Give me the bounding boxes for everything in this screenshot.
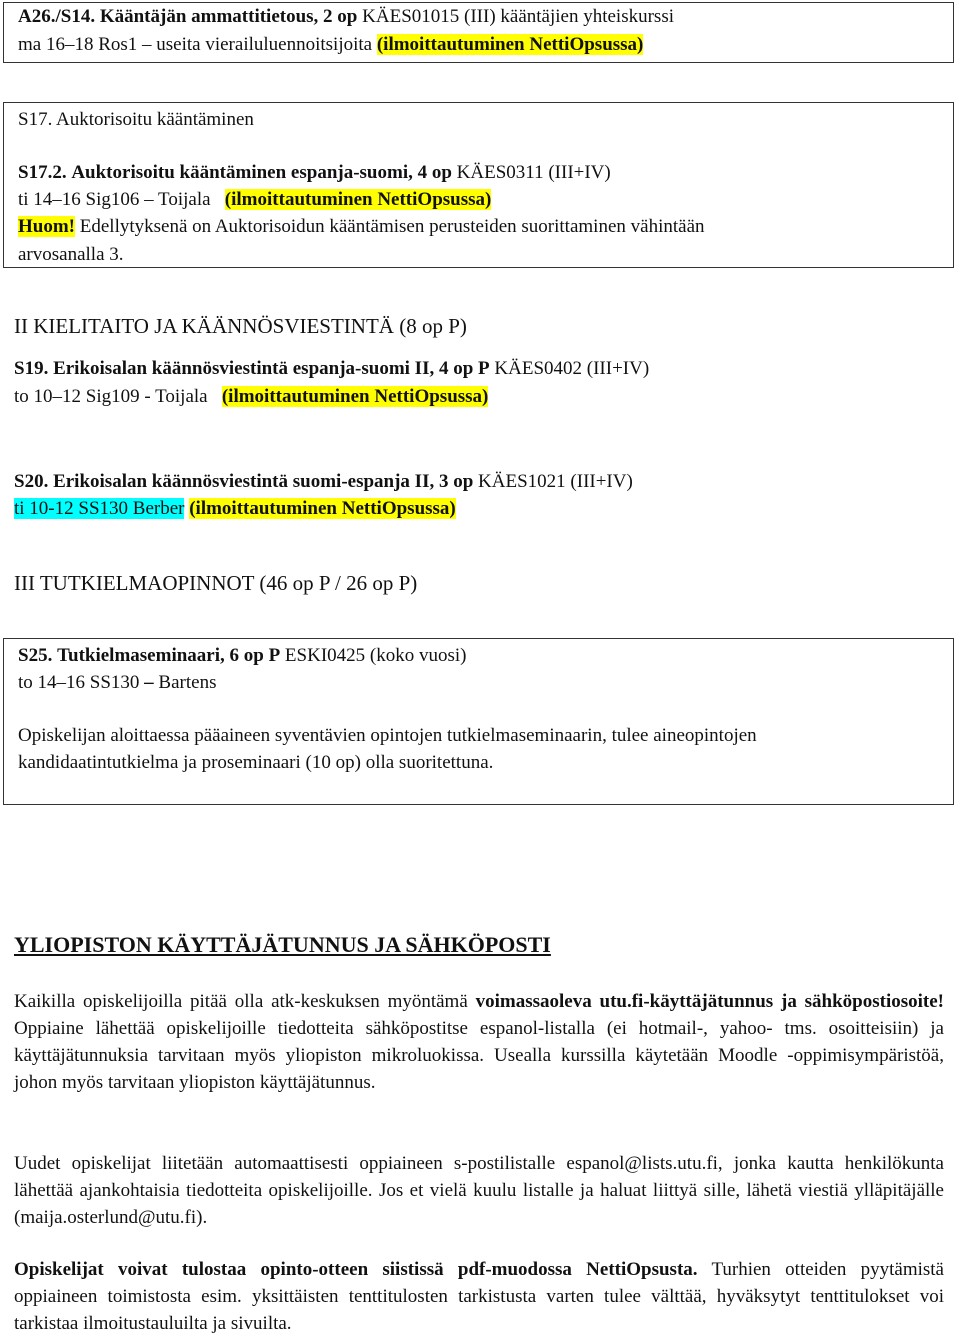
s17-sub-title-line <box>18 162 611 184</box>
s17-note-text: Edellytyksenä on Auktorisoidun kääntämisen perusteiden suorittaminen vähintään <box>79 216 705 237</box>
course-box-s25 <box>3 638 954 805</box>
course-box-a26 <box>3 2 954 63</box>
s19-title: Erikoisalan käännösviestintä espanja-suomi II, 4 op P <box>53 358 490 379</box>
a26-title: Kääntäjän ammattitietous, 2 op <box>99 6 358 27</box>
account-p3-emphasis: Opiskelijat voivat tulostaa opinto-otteen siistissä pdf-muodossa NettiOpsusta. <box>14 1259 698 1280</box>
s25-schedule-dash: – <box>144 672 154 693</box>
s25-teacher: Bartens <box>158 672 217 693</box>
s20-code: S20. <box>14 471 49 492</box>
account-p1-rest: Oppiaine lähettää opiskelijoille tiedotteita sähköpostitse espanol-listalla (ei hotmail-, yahoo- tms. osoitteisiin) ja käyttäjätunnuksia tarvitaan myös yliopiston mikroluokissa. Usealla kurssilla käytetään Moodle -oppimisympäristöä, johon myös tarvitaan yliopiston käyttäjätunnus. <box>14 1018 944 1093</box>
s20-title-line <box>14 471 633 493</box>
s19-registration: (ilmoittautuminen NettiOpsussa) <box>221 386 489 407</box>
s25-description-line1: Opiskelijan aloittaessa pääaineen syventävien opintojen tutkielmaseminaarin, tulee aineopintojen <box>18 725 757 746</box>
s20-schedule: ti 10-12 SS130 Berber <box>14 498 185 519</box>
section-heading-kielitaito: II KIELITAITO JA KÄÄNNÖSVIESTINTÄ (8 op P) <box>14 314 467 338</box>
a26-title-line <box>18 6 674 28</box>
s17-note-line2: arvosanalla 3. <box>18 244 124 265</box>
s25-title: Tutkielmaseminaari, 6 op P <box>57 645 281 666</box>
s25-course: ESKI0425 (koko vuosi) <box>284 645 467 666</box>
s19-course: KÄES0402 (III+IV) <box>494 358 650 379</box>
s19-code: S19. <box>14 358 49 379</box>
s17-schedule: ti 14–16 Sig106 – Toijala <box>18 189 211 210</box>
s17-note-bold: Huom! <box>18 216 75 237</box>
s25-code: S25. <box>18 645 53 666</box>
a26-course: KÄES01015 (III) kääntäjien yhteiskurssi <box>362 6 674 27</box>
account-p3-rest: Turhien otteiden pyytämistä oppiaineen toimistosta esim. yksittäisten tenttitulosten tarkistusta varten tulee välttää, hyväksytyt tenttitulokset voi tarkistaa ilmoitustauluilta ja sivuilta. <box>14 1259 944 1334</box>
a26-schedule-line <box>18 34 643 56</box>
course-box-s17 <box>3 102 954 268</box>
s19-schedule: to 10–12 Sig109 - Toijala <box>14 386 208 407</box>
account-heading: YLIOPISTON KÄYTTÄJÄTUNNUS JA SÄHKÖPOSTI <box>14 932 551 957</box>
s20-title: Erikoisalan käännösviestintä suomi-espanja II, 3 op <box>53 471 474 492</box>
s17-note-line1 <box>18 216 705 238</box>
s25-description-line2: kandidaatintutkielma ja proseminaari (10 op) olla suoritettuna. <box>18 752 494 773</box>
s19-title-line <box>14 358 649 380</box>
s17-sub-course: KÄES0311 (III+IV) <box>456 162 611 183</box>
s17-sub-code: S17.2. <box>18 162 67 183</box>
s17-registration: (ilmoittautuminen NettiOpsussa) <box>224 189 492 210</box>
s17-sub-title: Auktorisoitu kääntäminen espanja-suomi, 4 op <box>71 162 452 183</box>
s20-schedule-line <box>14 498 456 520</box>
a26-schedule: ma 16–18 Ros1 – useita vierailuluennoitsijoita <box>18 34 373 55</box>
a26-code: A26./S14. <box>18 6 96 27</box>
section-heading-tutkielmaopinnot: III TUTKIELMAOPINNOT (46 op P / 26 op P) <box>14 571 418 595</box>
s17-heading: S17. Auktorisoitu kääntäminen <box>18 109 254 130</box>
account-p1-emphasis: voimassaoleva utu.fi-käyttäjätunnus ja sähköpostiosoite! <box>475 991 944 1012</box>
s20-course: KÄES1021 (III+IV) <box>478 471 633 492</box>
s25-schedule: to 14–16 SS130 <box>18 672 140 693</box>
a26-registration: (ilmoittautuminen NettiOpsussa) <box>376 34 644 55</box>
account-p1-intro: Kaikilla opiskelijoilla pitää olla atk-keskuksen myöntämä <box>14 991 476 1012</box>
s19-schedule-line <box>14 386 488 408</box>
s25-title-line <box>18 645 466 667</box>
s17-schedule-line <box>18 189 491 211</box>
account-paragraph-3 <box>14 1256 944 1337</box>
account-paragraph-2: Uudet opiskelijat liitetään automaattisesti oppiaineen s-postilistalle espanol@lists.utu.fi, jonka kautta henkilökunta lähettää ajankohtaisia tiedotteita opiskelijoille. Jos et vielä kuulu listalle ja haluat liittyä sille, lähetä viestiä ylläpitäjälle (maija.osterlund@utu.fi). <box>14 1153 944 1228</box>
account-paragraph-1 <box>14 988 944 1096</box>
s25-schedule-line <box>18 672 216 694</box>
s20-registration: (ilmoittautuminen NettiOpsussa) <box>189 498 456 519</box>
